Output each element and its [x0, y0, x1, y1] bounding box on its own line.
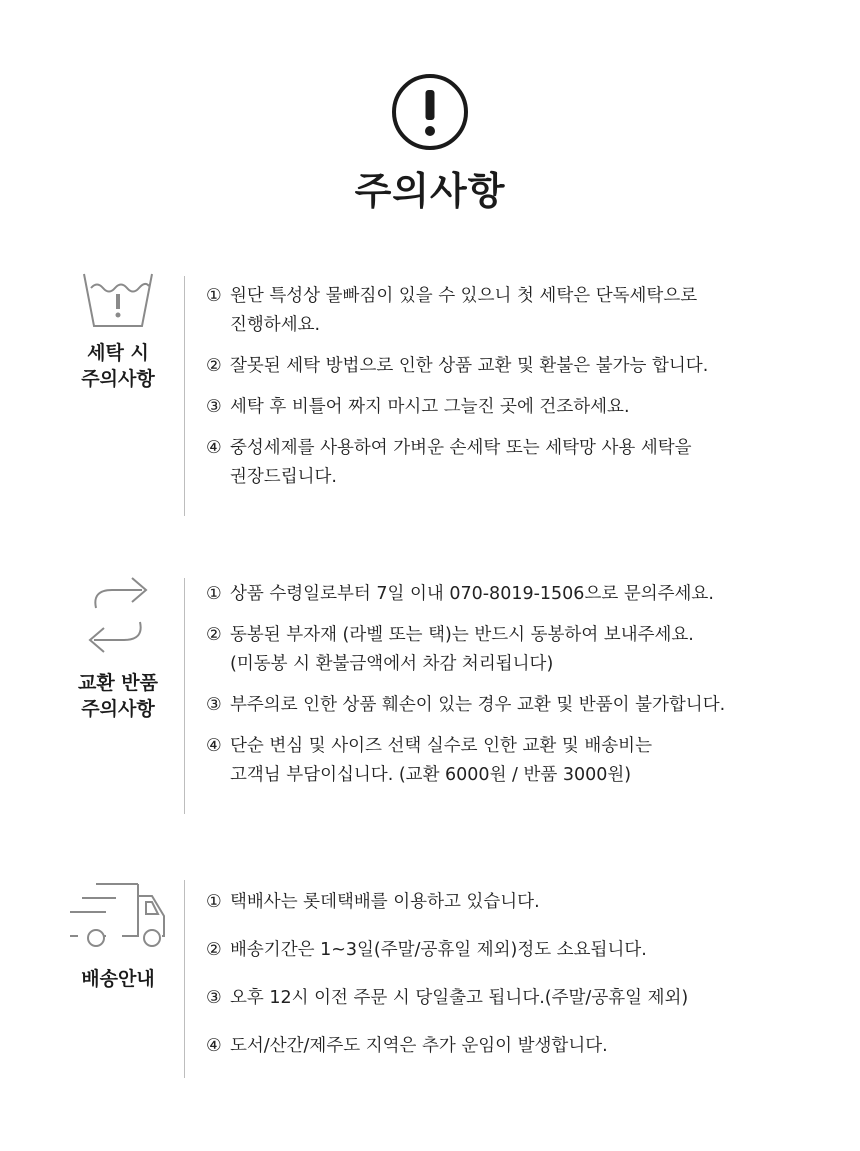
delivery-section-label: 배송안내 — [81, 968, 155, 990]
list-item: ④ 중성세제를 사용하여 가벼운 손세탁 또는 세탁망 사용 세탁을 권장드립니다. — [206, 438, 692, 487]
list-item: ③ 오후 12시 이전 주문 시 당일출고 됩니다.(주말/공휴일 제외) — [206, 988, 689, 1008]
list-item: ② 배송기간은 1~3일(주말/공휴일 제외)정도 소요됩니다. — [206, 940, 647, 960]
page-title: 주의사항 — [354, 169, 506, 213]
list-item: ② 동봉된 부자재 (라벨 또는 택)는 반드시 동봉하여 보내주세요. (미동봉 시 환불금액에서 차감 처리됩니다) — [206, 625, 694, 674]
washing-section-label: 세탁 시 주의사항 — [81, 342, 155, 390]
list-item: ① 택배사는 롯데택배를 이용하고 있습니다. — [206, 892, 540, 912]
list-item: ① 원단 특성상 물빠짐이 있을 수 있으니 첫 세탁은 단독세탁으로 진행하세요. — [206, 286, 698, 335]
delivery-truck-icon — [66, 876, 170, 952]
list-item: ① 상품 수령일로부터 7일 이내 070-8019-1506으로 문의주세요. — [206, 584, 714, 604]
list-item: ③ 세탁 후 비틀어 짜지 마시고 그늘진 곳에 건조하세요. — [206, 397, 630, 417]
list-item: ② 잘못된 세탁 방법으로 인한 상품 교환 및 환불은 불가능 합니다. — [206, 356, 709, 376]
section-divider — [184, 880, 185, 1078]
section-divider — [184, 276, 185, 516]
section-divider — [184, 578, 185, 814]
exchange-section-label: 교환 반품 주의사항 — [77, 672, 159, 720]
washing-caution-icon — [70, 268, 166, 332]
list-item: ④ 도서/산간/제주도 지역은 추가 운임이 발생합니다. — [206, 1036, 608, 1056]
exclamation-circle-icon — [390, 72, 470, 152]
list-item: ③ 부주의로 인한 상품 훼손이 있는 경우 교환 및 반품이 불가합니다. — [206, 695, 726, 715]
exchange-arrows-icon — [78, 574, 158, 660]
list-item: ④ 단순 변심 및 사이즈 선택 실수로 인한 교환 및 배송비는 고객님 부담이십니다. (교환 6000원 / 반품 3000원) — [206, 736, 652, 785]
